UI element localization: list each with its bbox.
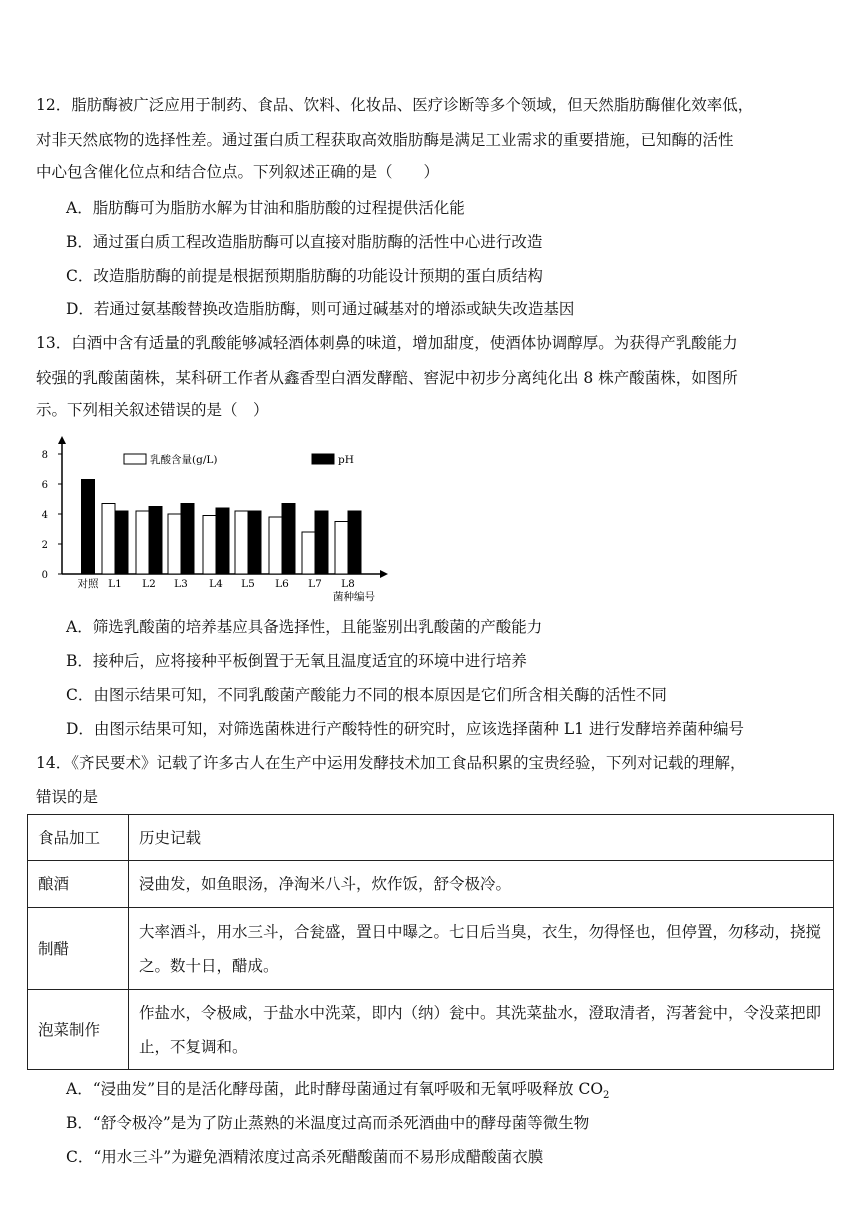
y-axis-arrow bbox=[58, 436, 66, 444]
bar-lactic-acid bbox=[335, 522, 348, 575]
bar-lactic-acid bbox=[203, 516, 216, 575]
bar-lactic-acid bbox=[136, 511, 149, 574]
table-cell-text: 大率酒斗，用水三斗，合瓮盛，置日中曝之。七日后当臭，衣生，勿得怪也，但停置，勿移动，挠搅之。数十日，醋成。 bbox=[129, 908, 834, 990]
x-tick-label: L8 bbox=[341, 578, 355, 590]
bar-ph bbox=[181, 504, 194, 575]
q14-stem-line-2: 错误的是 bbox=[36, 788, 99, 806]
x-axis-label: 菌种编号 bbox=[333, 591, 375, 603]
x-axis-arrow bbox=[380, 570, 388, 578]
q12-option-a: A．脂肪酶可为脂肪水解为甘油和脂肪酸的过程提供活化能 bbox=[66, 199, 465, 217]
table-header-row bbox=[28, 815, 834, 861]
bar-ph bbox=[216, 508, 229, 574]
q13-option-a: A．筛选乳酸菌的培养基应具备选择性，且能鉴别出乳酸菌的产酸能力 bbox=[66, 618, 543, 636]
y-tick-label: 4 bbox=[41, 510, 48, 521]
bar-lactic-acid bbox=[302, 532, 315, 574]
bar-ph bbox=[149, 507, 162, 575]
legend-swatch-ph bbox=[312, 454, 334, 464]
q13-stem-line-1: 13．白酒中含有适量的乳酸能够减轻酒体刺鼻的味道，增加甜度，使酒体协调醇厚。为获得产乳酸能力 bbox=[36, 334, 738, 352]
legend-label-ph: pH bbox=[338, 454, 354, 466]
q12-option-d: D．若通过氨基酸替换改造脂肪酶，则可通过碱基对的增添或缺失改造基因 bbox=[66, 300, 575, 318]
x-tick-label: L2 bbox=[142, 578, 156, 590]
x-tick-label: L6 bbox=[275, 578, 289, 590]
x-tick-label: L5 bbox=[241, 578, 255, 590]
table-cell-name: 制醋 bbox=[28, 908, 129, 990]
y-tick-label: 6 bbox=[41, 480, 48, 491]
y-tick-label: 8 bbox=[41, 450, 48, 461]
bar-ph bbox=[82, 480, 95, 575]
table-row bbox=[28, 990, 834, 1070]
q14-stem-line-1: 14．《齐民要术》记载了许多古人在生产中运用发酵技术加工食品积累的宝贵经验，下列对记载的理解， bbox=[36, 754, 746, 772]
q13-option-b: B．接种后，应将接种平板倒置于无氧且温度适宜的环境中进行培养 bbox=[66, 652, 527, 670]
x-tick-label: 对照 bbox=[77, 578, 99, 590]
q14-option-c: C．“用水三斗”为避免酒精浓度过高杀死醋酸菌而不易形成醋酸菌衣膜 bbox=[66, 1148, 544, 1166]
bar-ph bbox=[315, 511, 328, 574]
bar-ph bbox=[282, 504, 295, 575]
table-row bbox=[28, 908, 834, 990]
bar-lactic-acid bbox=[168, 514, 181, 574]
q13-stem-line-3: 示。下列相关叙述错误的是（ ） bbox=[36, 401, 269, 419]
q12-stem-line-2: 对非天然底物的选择性差。通过蛋白质工程获取高效脂肪酶是满足工业需求的重要措施，已知酶的活性 bbox=[36, 131, 734, 149]
table-header-record: 历史记载 bbox=[129, 815, 834, 861]
q14-option-a-text: A．“浸曲发”目的是活化酵母菌，此时酵母菌通过有氧呼吸和无氧呼吸释放 CO bbox=[66, 1080, 604, 1098]
y-tick-label: 2 bbox=[41, 540, 48, 551]
table-cell-text: 浸曲发，如鱼眼汤，净淘米八斗，炊作饭，舒令极冷。 bbox=[129, 861, 834, 908]
x-tick-label: L4 bbox=[209, 578, 223, 590]
table-cell-text: 作盐水，令极咸，于盐水中洗菜，即内（纳）瓮中。其洗菜盐水，澄取清者，泻著瓮中，令没菜把即止，不复调和。 bbox=[129, 990, 834, 1070]
x-tick-label: L7 bbox=[308, 578, 322, 590]
q13-stem-line-2: 较强的乳酸菌菌株，某科研工作者从鑫香型白酒发酵醅、窖泥中初步分离纯化出 8 株产酸菌株，如图所 bbox=[36, 369, 738, 387]
table-cell-name: 酿酒 bbox=[28, 861, 129, 908]
y-tick-label: 0 bbox=[41, 570, 48, 581]
bar-ph bbox=[248, 511, 261, 574]
x-tick-label: L1 bbox=[108, 578, 122, 590]
lactic-acid-bar-chart bbox=[32, 432, 392, 604]
legend-label-lactic-acid: 乳酸含量(g/L) bbox=[150, 454, 218, 466]
q12-option-c: C．改造脂肪酶的前提是根据预期脂肪酶的功能设计预期的蛋白质结构 bbox=[66, 267, 543, 285]
legend-swatch-lactic-acid bbox=[124, 454, 146, 464]
q12-option-b: B．通过蛋白质工程改造脂肪酶可以直接对脂肪酶的活性中心进行改造 bbox=[66, 233, 543, 251]
bar-ph bbox=[348, 511, 361, 574]
q12-stem-line-1: 12．脂肪酶被广泛应用于制药、食品、饮料、化妆品、医疗诊断等多个领域，但天然脂肪酶催化效率低， bbox=[36, 96, 754, 114]
bar-lactic-acid bbox=[102, 504, 115, 575]
table-row bbox=[28, 861, 834, 908]
bar-lactic-acid bbox=[235, 511, 248, 574]
q14-option-b: B．“舒令极冷”是为了防止蒸熟的米温度过高而杀死酒曲中的酵母菌等微生物 bbox=[66, 1114, 590, 1132]
q13-option-c: C．由图示结果可知，不同乳酸菌产酸能力不同的根本原因是它们所含相关酶的活性不同 bbox=[66, 686, 667, 704]
bar-ph bbox=[115, 511, 128, 574]
co2-subscript: 2 bbox=[603, 1090, 610, 1102]
bar-lactic-acid bbox=[269, 517, 282, 574]
q12-stem-line-3: 中心包含催化位点和结合位点。下列叙述正确的是（ ） bbox=[36, 163, 440, 181]
table-cell-name: 泡菜制作 bbox=[28, 990, 129, 1070]
table-header-food: 食品加工 bbox=[28, 815, 129, 861]
history-record-table bbox=[27, 814, 834, 1070]
q14-option-a bbox=[66, 1078, 609, 1107]
x-tick-label: L3 bbox=[174, 578, 188, 590]
q13-option-d: D．由图示结果可知，对筛选菌株进行产酸特性的研究时，应该选择菌种 L1 进行发酵培养菌种编号 bbox=[66, 720, 744, 738]
